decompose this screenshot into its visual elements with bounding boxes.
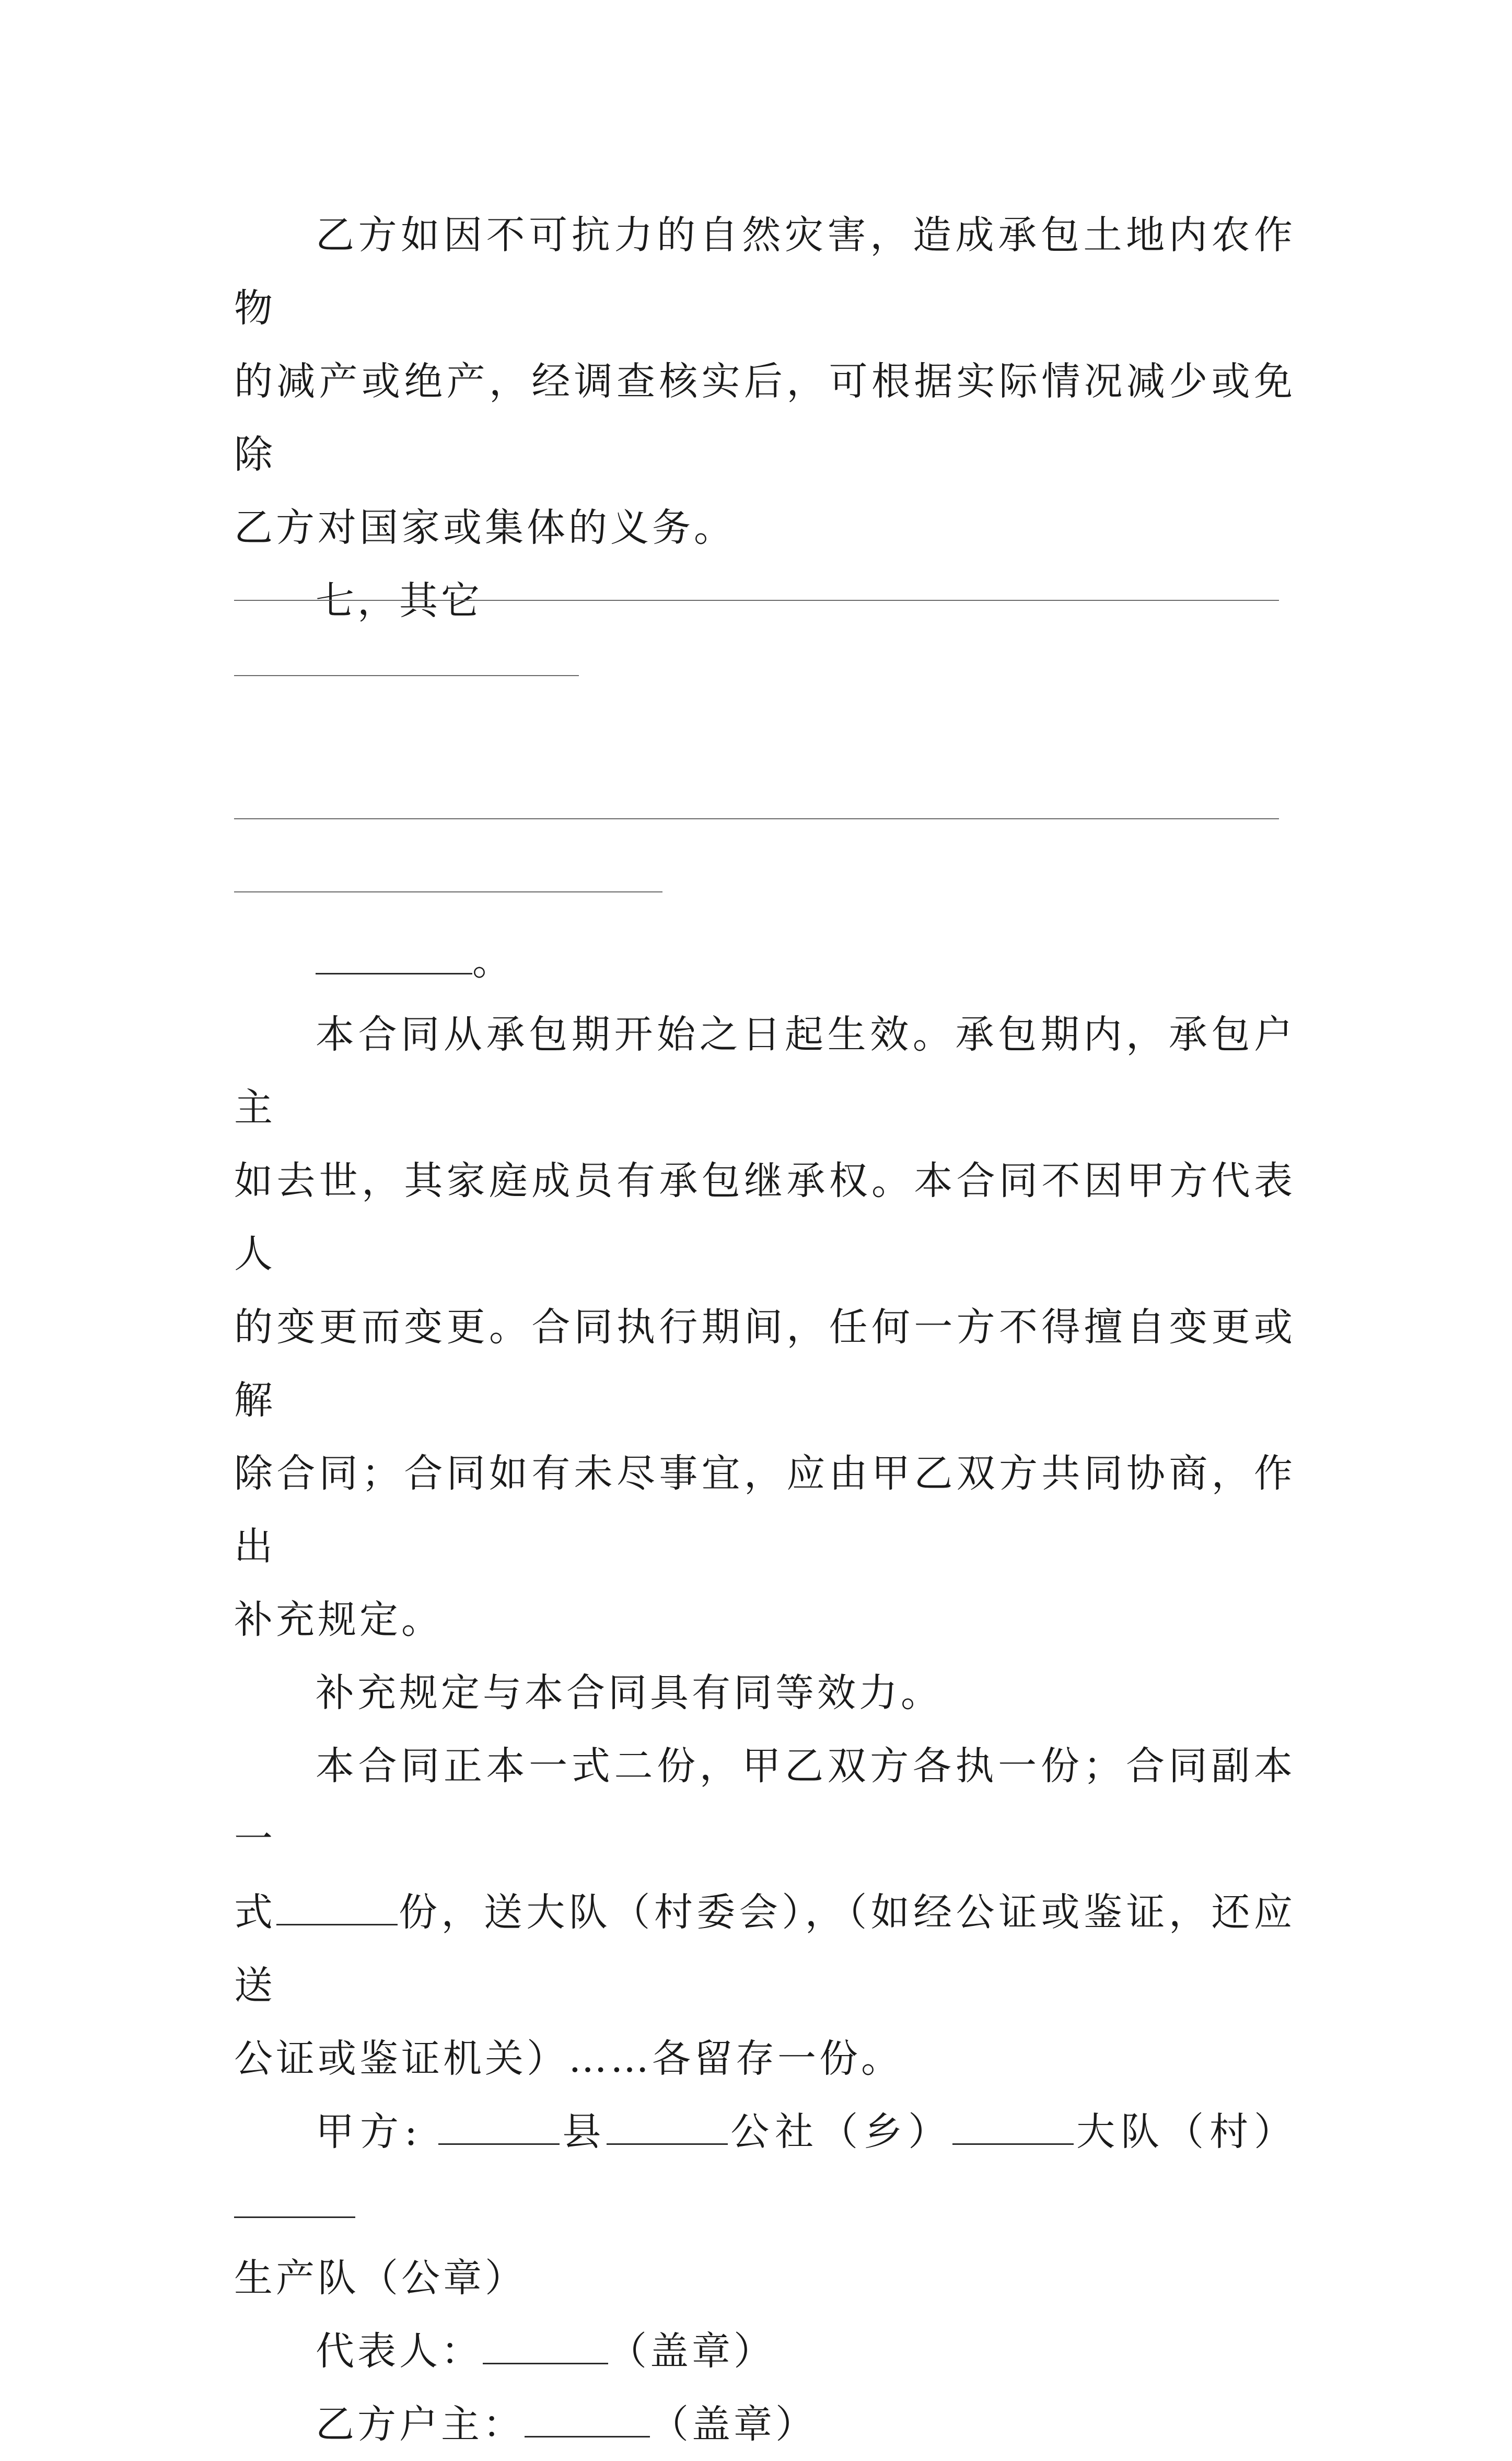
copies-prefix: 式 (234, 1890, 277, 1935)
blank-line-1 (234, 600, 1279, 601)
paragraph-copies-line-2 (234, 1876, 1296, 2022)
seal-label-2: （盖章） (650, 2402, 817, 2447)
copies-suffix: 份，送大队（村委会），（如经公证或鉴证，还应送 (234, 1890, 1296, 2008)
commune-blank (607, 2112, 728, 2145)
contract-page-lower (234, 925, 1296, 2461)
period: 。 (472, 939, 514, 984)
paragraph-effect-line-5: 补充规定。 (234, 1597, 443, 1642)
party-b-label: 乙方户主： (316, 2402, 525, 2447)
seal-label-1: （盖章） (608, 2329, 775, 2374)
blank-line-2 (234, 675, 579, 676)
blank-field-end (234, 925, 1296, 998)
commune-label: 公社（乡） (728, 2109, 953, 2154)
paragraph-effect-line-1: 本合同从承包期开始之日起生效。承包期内，承包户主 (234, 1012, 1296, 1130)
production-team-blank (234, 2185, 355, 2218)
county-label: 县 (560, 2109, 607, 2154)
representative-blank (483, 2331, 608, 2364)
representative-label: 代表人： (316, 2329, 483, 2374)
section-7-heading: 七，其它 (316, 578, 483, 623)
blank-line-4 (234, 891, 662, 892)
party-a-line (234, 2095, 1296, 2242)
paragraph-effect-line-2: 如去世，其家庭成员有承包继承权。本合同不因甲方代表人 (234, 1158, 1296, 1276)
party-a-label: 甲方: (316, 2109, 421, 2154)
paragraph-disaster-line-2: 的减产或绝产，经调查核实后，可根据实际情况减少或免除 (234, 359, 1296, 477)
county-blank (438, 2112, 560, 2145)
party-b-blank (525, 2405, 650, 2437)
blank-line-3 (234, 818, 1279, 819)
brigade-label: 大队（村） (1074, 2109, 1296, 2154)
brigade-blank (952, 2112, 1074, 2145)
paragraph-disaster-line-1: 乙方如因不可抗力的自然灾害，造成承包土地内农作物 (234, 213, 1296, 331)
copies-count-blank (276, 1893, 398, 1925)
contract-page (234, 199, 1296, 637)
party-b-line (234, 2388, 1296, 2461)
blank-underline (316, 942, 472, 974)
paragraph-copies-line-1: 本合同正本一式二份，甲乙双方各执一份；合同副本一 (234, 1744, 1296, 1862)
production-team-line: 生产队（公章） (234, 2256, 527, 2301)
paragraph-effect-line-4: 除合同；合同如有未尽事宜，应由甲乙双方共同协商，作出 (234, 1451, 1296, 1569)
paragraph-copies-line-3: 公证或鉴证机关）……各留存一份。 (234, 2036, 903, 2081)
paragraph-disaster-line-3: 乙方对国家或集体的义务。 (234, 505, 736, 550)
paragraph-effect-line-3: 的变更而变更。合同执行期间，任何一方不得擅自变更或解 (234, 1305, 1296, 1423)
paragraph-supplement: 补充规定与本合同具有同等效力。 (316, 1670, 943, 1715)
representative-line (234, 2315, 1296, 2388)
